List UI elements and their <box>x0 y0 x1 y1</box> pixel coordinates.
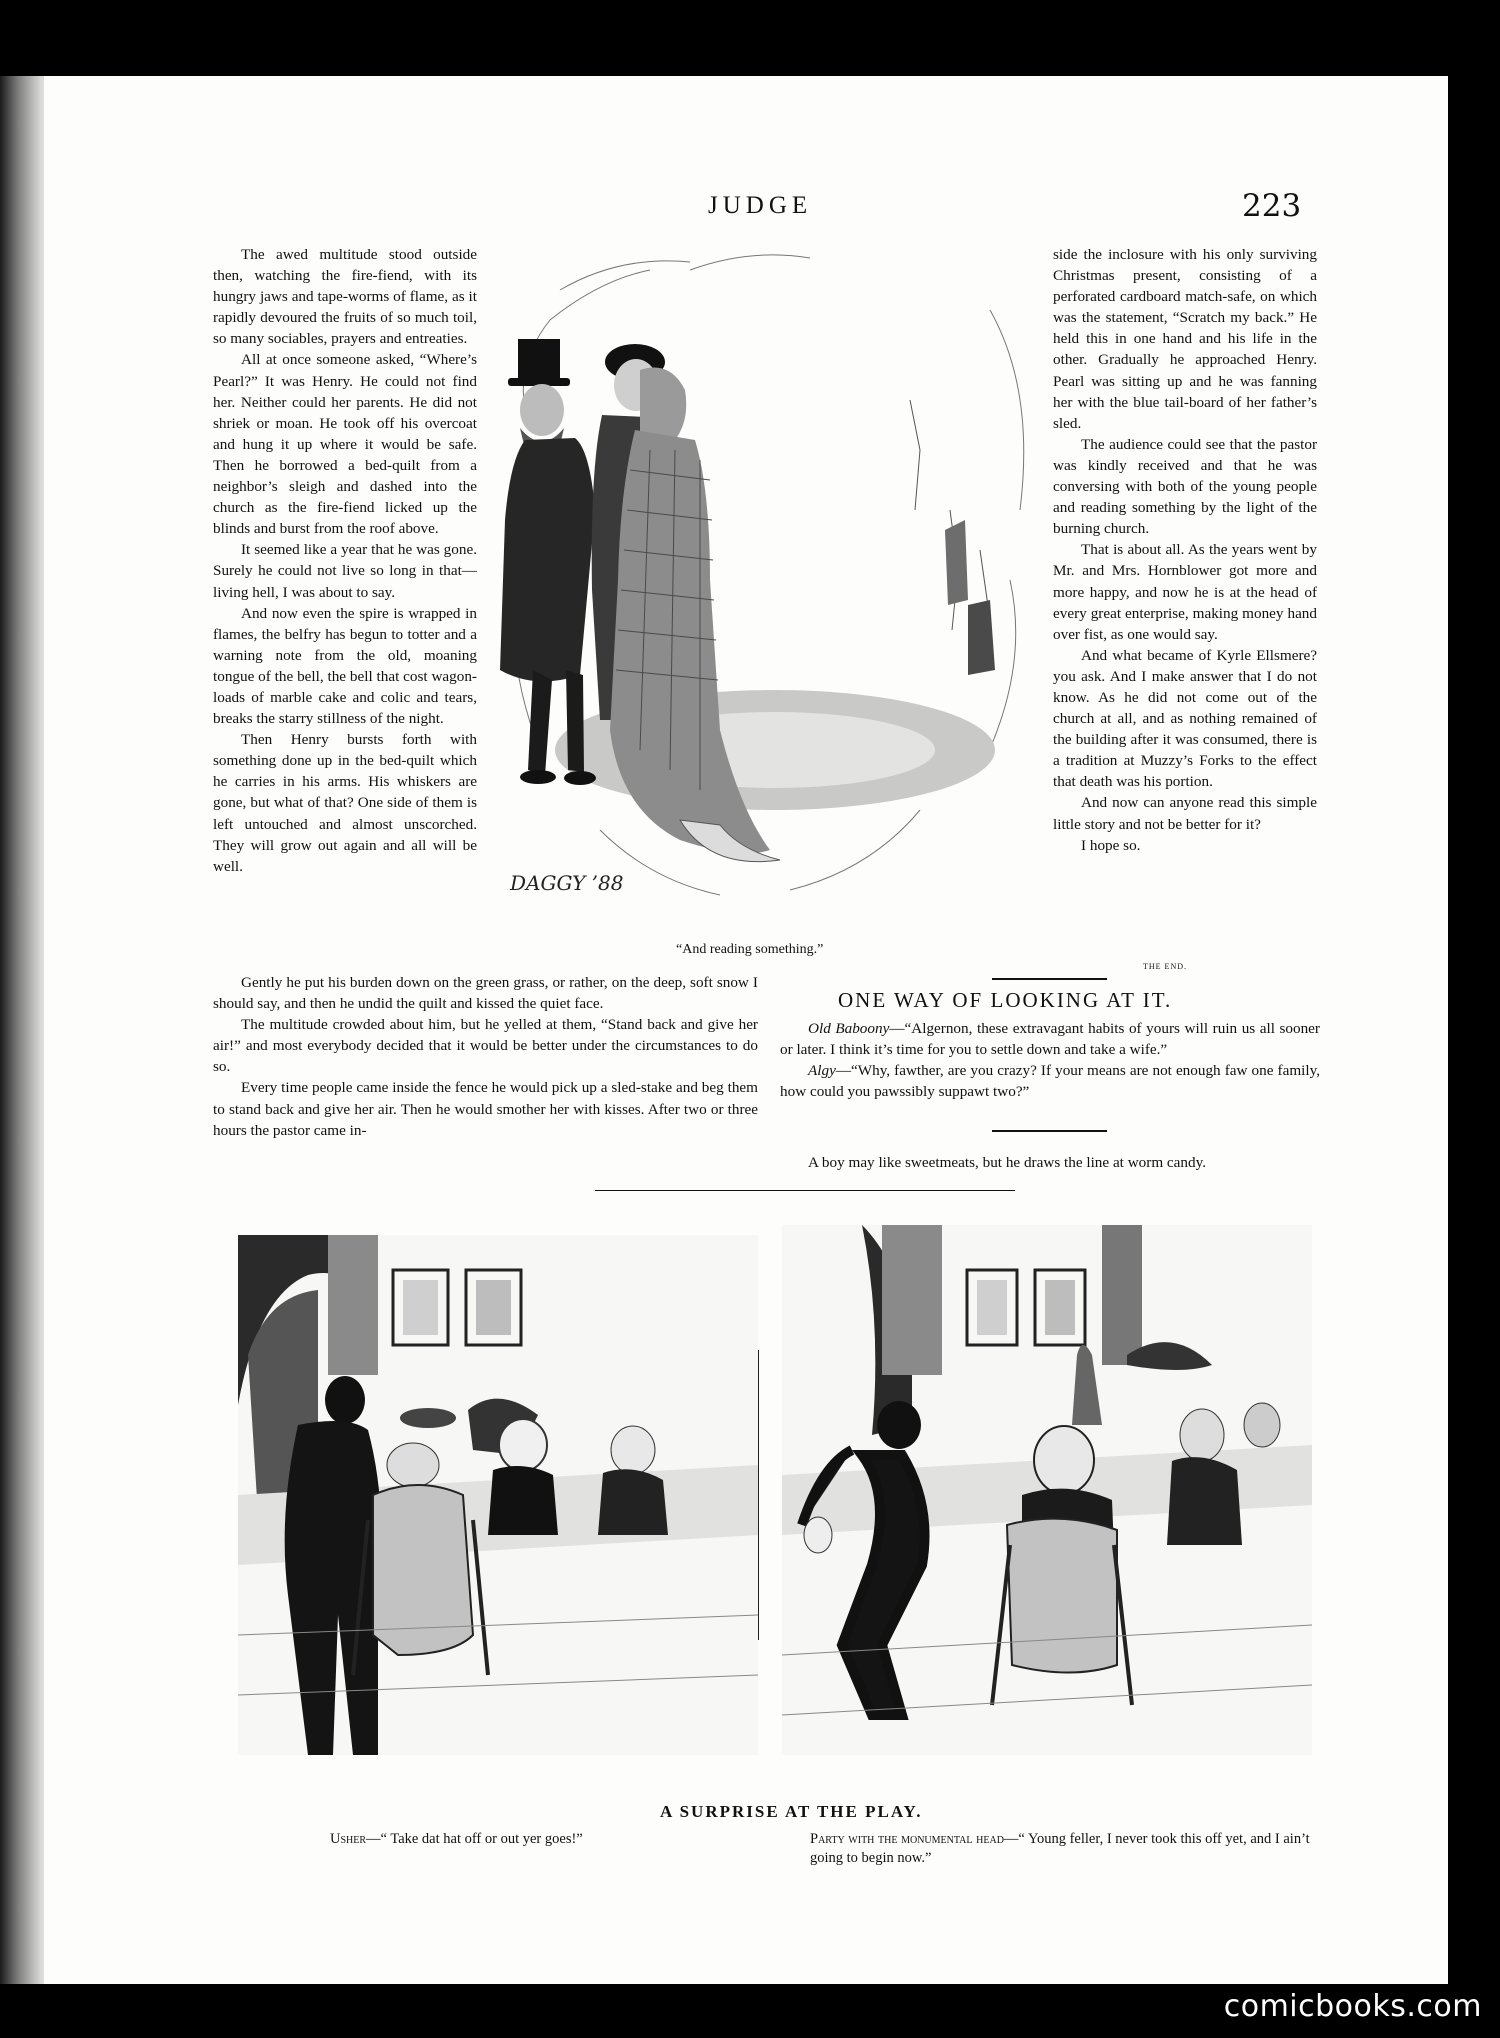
joke-dialogue <box>780 1018 1320 1102</box>
story-bottom-block <box>213 972 758 1141</box>
story-left-column <box>213 244 477 877</box>
page-number: 223 <box>1242 188 1302 224</box>
illustration-couple-and-pastor <box>490 250 1050 910</box>
story-paragraph: And what became of Kyrle Ellsmere? you ask. And I make answer that I do not know. As he did not come out of the church at all, and as nothing remained of the building after it was consumed, there is a tradition at Muzzy’s Forks to the effect that death was his portion. <box>1053 646 1317 791</box>
cartoon-title: A SURPRISE AT THE PLAY. <box>660 1802 923 1821</box>
cartoon-speaker: Party with the monumental head <box>810 1831 1004 1847</box>
filler-text: A boy may like sweetmeats, but he draws the line at worm candy. <box>808 1154 1207 1171</box>
cartoon-left-dialogue <box>330 1830 710 1849</box>
cartoon-panel-divider <box>758 1350 759 1640</box>
filler-quip <box>780 1152 1320 1173</box>
story-paragraph: It seemed like a year that he was gone. Surely he could not live so long in that—living hell, I was about to say. <box>213 541 477 601</box>
story-paragraph: The awed multitude stood outside then, watching the fire-fiend, with its hungry jaws and tape-worms of flame, as it rapidly devoured the fruits of so much toil, so many sociables, prayers and entreaties. <box>213 246 477 348</box>
cartoon-line: —“ Young feller, I never took this off yet, and I ain’t going to begin now.” <box>810 1831 1310 1866</box>
magazine-title: JUDGE <box>708 192 813 219</box>
story-paragraph: All at once someone asked, “Where’s Pearl?” It was Henry. He could not find her. Neither could her parents. He did not shriek or moan. He took off his overcoat and hung it up where it would be safe. Then he borrowed a bed-quilt from a neighbor’s sleigh and dashed into the church as the fire-fiend licked up the blinds and burst from the roof above. <box>213 351 477 538</box>
cartoon-panel-monumental-head <box>782 1225 1312 1755</box>
cartoon-right-dialogue <box>810 1830 1330 1868</box>
section-divider <box>595 1190 1015 1191</box>
story-paragraph: And now even the spire is wrapped in flames, the belfry has begun to totter and a warning note from the old, moaning tongue of the bell, the bell that cost wagon-loads of marble cake and colic and tears, breaks the starry stillness of the night. <box>213 604 477 728</box>
story-paragraph: The audience could see that the pastor was kindly received and that he was conversing with both of the young people and reading something by the light of the burning church. <box>1053 435 1317 538</box>
story-paragraph: Gently he put his burden down on the green grass, or rather, on the deep, soft snow I should say, and then he undid the quilt and kissed the quiet face. <box>213 974 758 1013</box>
story-paragraph: Every time people came inside the fence he would pick up a sled-stake and beg them to stand back and give her air. Then he would smother her with kisses. After two or three hours the pastor came in- <box>213 1079 758 1139</box>
story-paragraph: side the inclosure with his only surviving Christmas present, consisting of a perforated cardboard match-safe, on which was the statement, “Scratch my back.” He held this in one hand and his life in the other. Gradually he approached Henry. Pearl was sitting up and he was fanning her with the blue tail-board of her father’s sled. <box>1053 246 1317 432</box>
cartoon-line: —“ Take dat hat off or out yer goes!” <box>366 1831 583 1847</box>
joke-line: —“Why, fawther, are you crazy? If your means are not enough faw one family, how could you pawssibly suppawt two?” <box>780 1062 1320 1101</box>
divider-rule <box>992 978 1107 980</box>
illustration-caption: “And reading something.” <box>676 942 824 957</box>
joke-speaker: Old Baboony <box>808 1020 890 1037</box>
illustration-signature: DAGGY ’88 <box>510 871 624 895</box>
story-paragraph: That is about all. As the years went by Mr. and Mrs. Hornblower got more and more happy, and now he is at the head of every great enterprise, making money hand over fist, as one would say. <box>1053 541 1317 643</box>
divider-rule <box>992 1130 1107 1132</box>
cartoon-panel-usher <box>238 1235 758 1755</box>
story-paragraph: The multitude crowded about him, but he yelled at them, “Stand back and give her air!” and most everybody decided that it would be better under the circumstances to do so. <box>213 1016 758 1076</box>
story-paragraph: Then Henry bursts forth with something done up in the bed-quilt which he carries in his arms. His whiskers are gone, but what of that? One side of them is left untouched and almost unscorched. They will grow out again and all will be well. <box>213 731 477 875</box>
story-paragraph: And now can anyone read this simple little story and not be better for it? <box>1053 794 1317 833</box>
story-right-column <box>1053 244 1317 856</box>
section-heading: ONE WAY OF LOOKING AT IT. <box>838 988 1173 1012</box>
cartoon-speaker: Usher <box>330 1831 367 1847</box>
story-paragraph: I hope so. <box>1081 836 1141 854</box>
joke-line: —“Algernon, these extravagant habits of yours will ruin us all sooner or later. I think it’s time for you to settle down and take a wife.” <box>780 1020 1320 1059</box>
joke-speaker: Algy <box>808 1062 836 1080</box>
end-mark: THE END. <box>1143 962 1187 971</box>
site-watermark: comicbooks.com <box>1223 1989 1482 2024</box>
